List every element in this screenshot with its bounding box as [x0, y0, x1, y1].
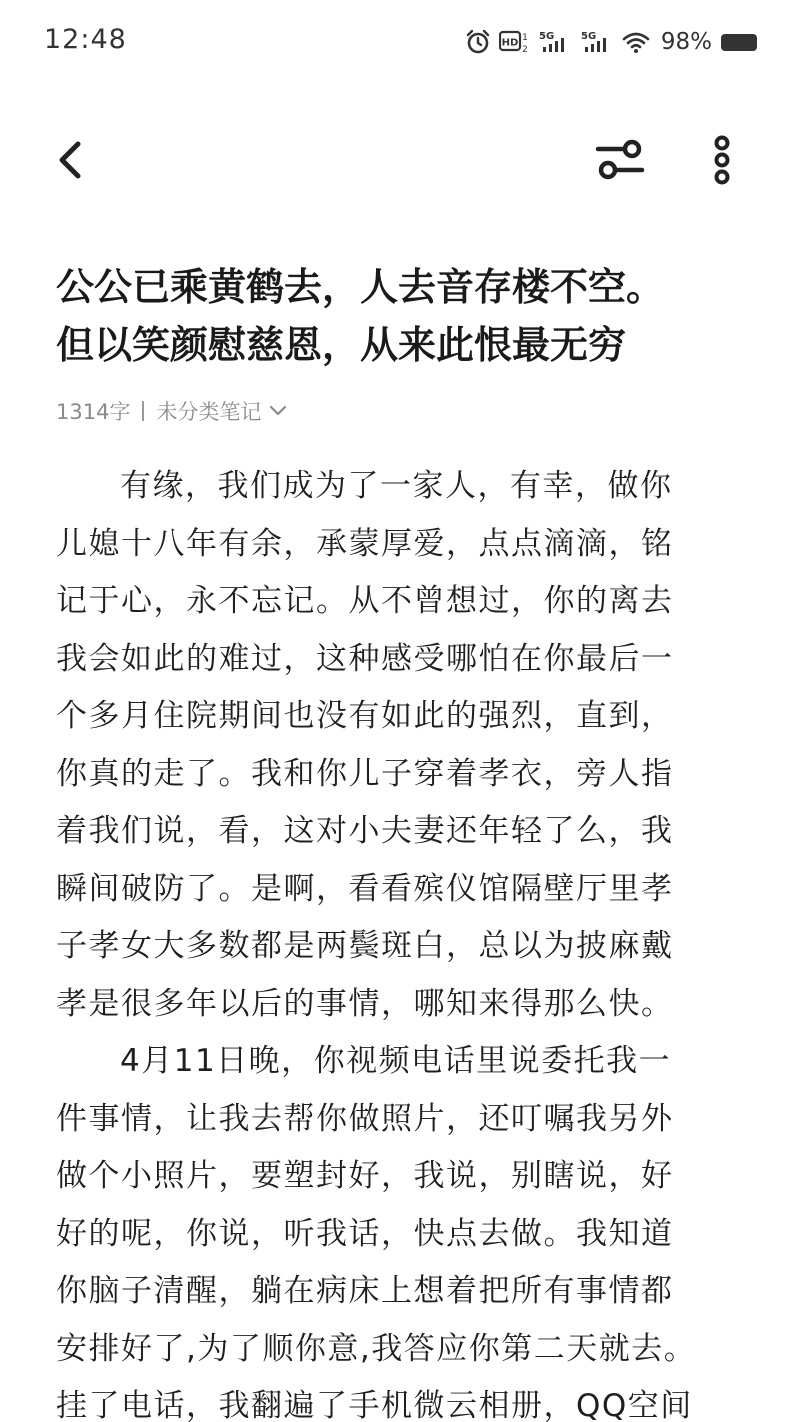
- body-line: 孝是很多年以后的事情，哪知来得那么快。: [56, 985, 674, 1022]
- note-title[interactable]: [56, 258, 776, 374]
- body-line: 4月11日晚，你视频电话里说委托我一: [120, 1043, 672, 1079]
- signal-5g-icon: [579, 29, 613, 55]
- svg-text:HD: HD: [501, 37, 519, 49]
- body-line: 记于心，永不忘记。从不曾想过，你的离去: [56, 583, 674, 619]
- body-line: 个多月住院期间也没有如此的强烈，直到，: [56, 698, 674, 734]
- body-line: 好的呢，你说，听我话，快点去做。我知道: [56, 1215, 674, 1252]
- note-body[interactable]: [56, 458, 756, 1422]
- body-line: 件事情，让我去帮你做照片，还叮嘱我另外: [56, 1100, 674, 1137]
- note-toolbar: [0, 120, 800, 200]
- category-selector[interactable]: [156, 396, 287, 426]
- body-line: 我会如此的难过，这种感受哪怕在你最后一: [56, 640, 674, 677]
- svg-text:2: 2: [522, 45, 528, 55]
- status-icons: [465, 26, 760, 58]
- body-line: 你真的走了。我和你儿子穿着孝衣，旁人指: [56, 755, 674, 792]
- battery-percent: 98%: [660, 29, 712, 55]
- status-bar: [0, 0, 800, 84]
- wifi-icon: [621, 29, 651, 55]
- sliders-icon: [592, 134, 648, 186]
- meta-divider: [142, 401, 144, 421]
- body-line: 有缘，我们成为了一家人，有幸，做你: [120, 468, 673, 504]
- body-line: 你脑子清醒，躺在病床上想着把所有事情都: [56, 1273, 674, 1309]
- body-line: 子孝女大多数都是两鬓斑白，总以为披麻戴: [56, 928, 674, 964]
- body-line: 着我们说，看，这对小夫妻还年轻了么，我: [56, 813, 674, 849]
- format-settings-button[interactable]: [592, 134, 648, 186]
- status-time: 12:48: [44, 24, 127, 55]
- word-count: 1314字: [56, 400, 131, 424]
- svg-text:1: 1: [522, 33, 528, 43]
- body-line: 挂了电话，我翻遍了手机微云相册，QQ空间: [56, 1388, 693, 1422]
- body-line: 瞬间破防了。是啊，看看殡仪馆隔壁厅里孝: [56, 870, 674, 907]
- note-title-line: 公公已乘黄鹤去，人去音存楼不空。: [56, 265, 665, 309]
- body-line: 做个小照片，要塑封好，我说，别瞎说，好: [56, 1158, 674, 1194]
- back-button[interactable]: [50, 134, 94, 186]
- chevron-left-icon: [50, 134, 94, 186]
- chevron-down-icon: [269, 404, 287, 418]
- svg-text:5G: 5G: [580, 31, 597, 42]
- signal-5g-icon: [537, 29, 571, 55]
- category-label: 未分类笔记: [156, 400, 262, 424]
- note-meta: [56, 396, 287, 426]
- more-options-button[interactable]: [702, 132, 742, 188]
- body-line: 儿媳十八年有余，承蒙厚爱，点点滴滴，铭: [56, 525, 674, 562]
- hd-voice-icon: [499, 29, 529, 55]
- battery-icon: [720, 30, 760, 54]
- alarm-icon: [465, 29, 491, 55]
- body-line: 安排好了,为了顺你意,我答应你第二天就去。: [56, 1330, 697, 1367]
- more-vertical-icon: [702, 132, 742, 188]
- svg-text:5G: 5G: [538, 31, 555, 42]
- note-title-line: 但以笑颜慰慈恩，从来此恨最无穷: [56, 323, 627, 367]
